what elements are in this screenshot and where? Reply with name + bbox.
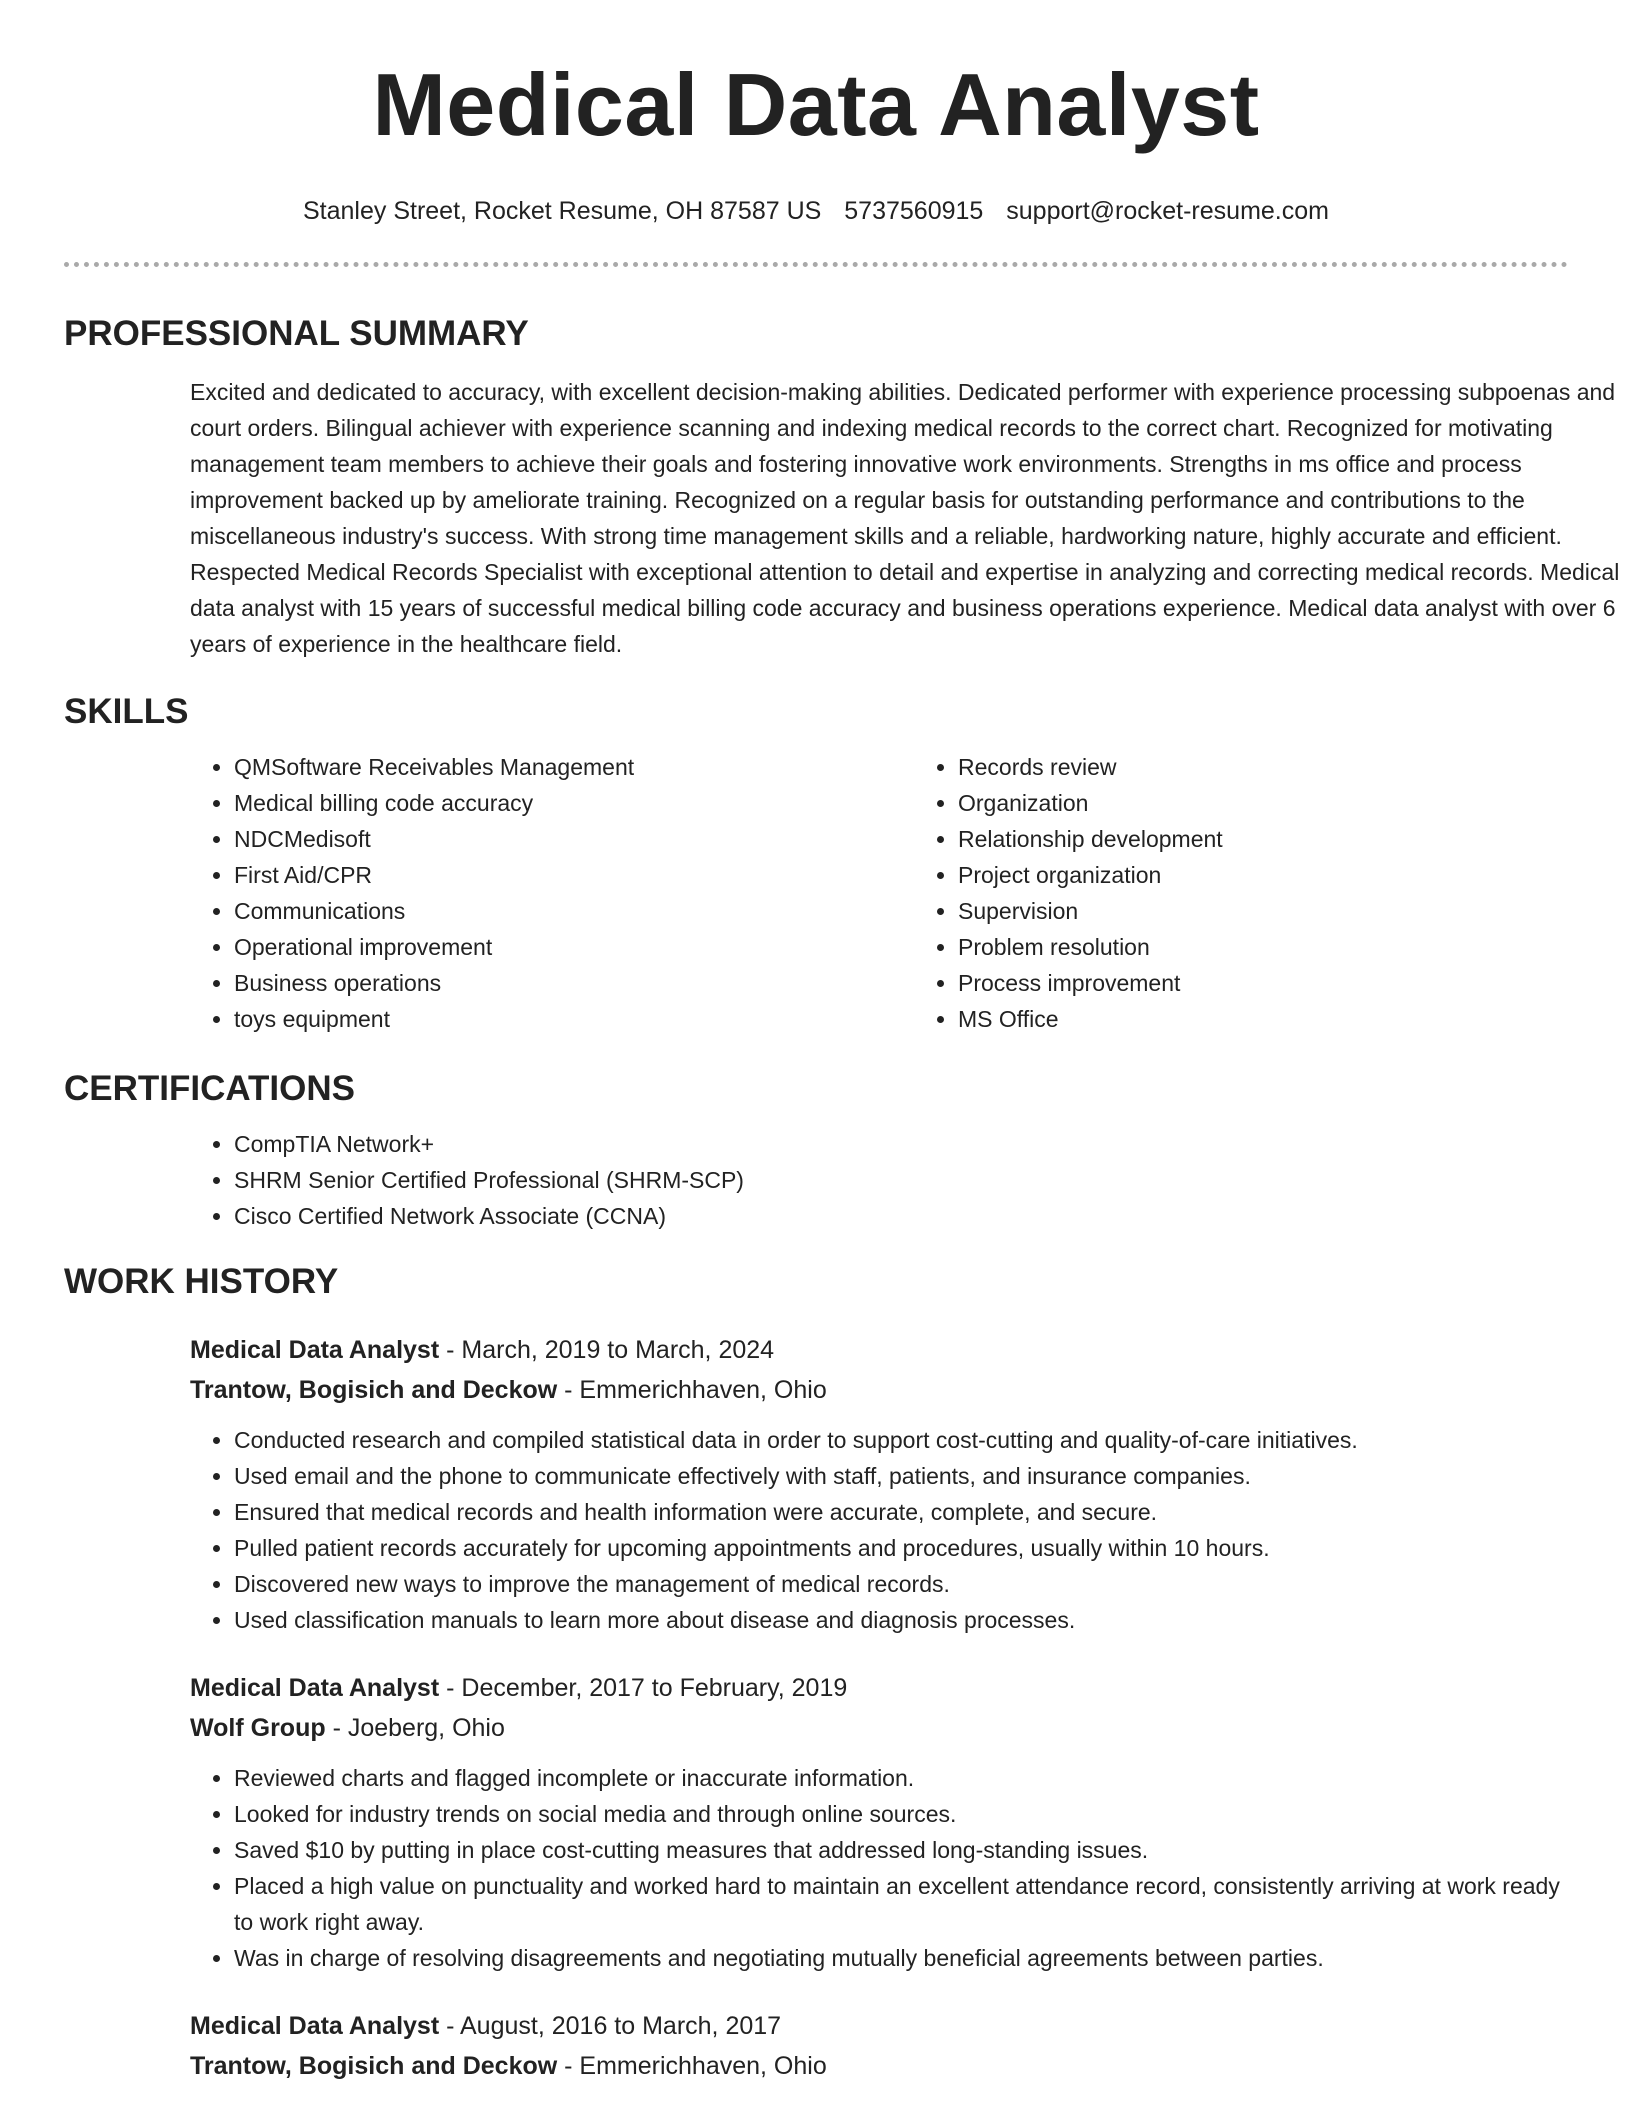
skill-item: • NDCMedisoft [234,821,914,857]
job-bullet: • Placed a high value on punctuality and worked hard to maintain an excellent attendance record, consistently arriving at work ready to work right away. [234,1868,1568,1940]
skills-list-left [190,749,914,1037]
job-bullet: • Used classification manuals to learn more about disease and diagnosis processes. [234,1602,1568,1638]
job-bullet: • Pulled patient records accurately for upcoming appointments and procedures, usually within 10 hours. [234,1530,1568,1566]
job-title: Medical Data Analyst [190,1674,440,1702]
certifications-section [64,1067,1568,1234]
job-bullet: • Discovered new ways to improve the management of medical records. [234,1566,1568,1602]
work-history-heading: WORK HISTORY [64,1262,339,1301]
skill-item: • MS Office [958,1001,1223,1037]
skill-item: • Business operations [234,965,914,1001]
skill-item: • Relationship development [958,821,1223,857]
job-bullets [190,1760,1568,1976]
job-company: Wolf Group [190,1714,326,1742]
job-location: - Emmerichhaven, Ohio [557,2052,827,2080]
skill-item: • toys equipment [234,1001,914,1037]
certifications-heading: CERTIFICATIONS [64,1069,356,1108]
skill-item: • Medical billing code accuracy [234,785,914,821]
skill-item: • First Aid/CPR [234,857,914,893]
job-dates: - August, 2016 to March, 2017 [439,2012,782,2040]
skill-item: • QMSoftware Receivables Management [234,749,914,785]
summary-heading: PROFESSIONAL SUMMARY [64,314,529,353]
contact-email: support@rocket-resume.com [1006,197,1329,225]
job-entry [190,2006,1568,2086]
skill-item: • Organization [958,785,1223,821]
skill-item: • Project organization [958,857,1223,893]
skill-item: • Communications [234,893,914,929]
contact-phone: 5737560915 [844,197,984,225]
job-bullets [190,1422,1568,1638]
job-bullet: • Saved $10 by putting in place cost-cutting measures that addressed long-standing issues. [234,1832,1568,1868]
job-bullet: • Ensured that medical records and health information were accurate, complete, and secure. [234,1494,1568,1530]
job-title-line [190,1668,1568,1708]
job-dates: - December, 2017 to February, 2019 [439,1674,848,1702]
job-title-line [190,2006,1568,2046]
job-location: - Joeberg, Ohio [325,1714,505,1742]
skills-columns [190,749,1568,1037]
job-entry [190,1330,1568,1638]
skill-item: • Operational improvement [234,929,914,965]
job-bullet: • Conducted research and compiled statistical data in order to support cost-cutting and quality-of-care initiatives. [234,1422,1568,1458]
certifications-list [190,1126,1568,1234]
work-history-section [64,1260,1568,2086]
contact-line [64,194,1568,228]
job-title-line [190,1330,1568,1370]
certification-item: • CompTIA Network+ [234,1126,1568,1162]
job-company: Trantow, Bogisich and Deckow [190,2052,558,2080]
skills-list-right [914,749,1223,1037]
skill-item: • Supervision [958,893,1223,929]
job-location: - Emmerichhaven, Ohio [557,1376,827,1404]
job-company: Trantow, Bogisich and Deckow [190,1376,558,1404]
header-divider [64,262,1568,267]
job-entry [190,1668,1568,1976]
job-title: Medical Data Analyst [190,2012,440,2040]
job-company-line [190,1370,1568,1410]
contact-address: Stanley Street, Rocket Resume, OH 87587 US [303,197,822,225]
skill-item: • Process improvement [958,965,1223,1001]
summary-section [64,312,1620,662]
skill-item: • Problem resolution [958,929,1223,965]
job-company-line [190,2046,1568,2086]
skill-item: • Records review [958,749,1223,785]
job-bullet: • Used email and the phone to communicate effectively with staff, patients, and insurance companies. [234,1458,1568,1494]
job-title: Medical Data Analyst [190,1336,440,1364]
job-dates: - March, 2019 to March, 2024 [439,1336,775,1364]
resume-name: Medical Data Analyst [372,55,1260,154]
certifications-wrap [190,1126,1568,1234]
job-bullet: • Looked for industry trends on social media and through online sources. [234,1796,1568,1832]
skills-section [64,690,1568,1037]
job-bullet: • Was in charge of resolving disagreements and negotiating mutually beneficial agreements between parties. [234,1940,1568,1976]
certification-item: • Cisco Certified Network Associate (CCNA) [234,1198,1568,1234]
job-company-line [190,1708,1568,1748]
summary-text: Excited and dedicated to accuracy, with excellent decision-making abilities. Dedicated performer with experience processing subpoenas and court orders. Bilingual achiever with experience scanning and indexing medical records to the correct chart. Recognized for motivating management team members to achieve their goals and fostering innovative work environments. Strengths in ms office and process improvement backed up by ameliorate training. Recognized on a regular basis for outstanding performance and contributions to the miscellaneous industry's success. With strong time management skills and a reliable, hardworking nature, highly accurate and efficient. Respected Medical Records Specialist with exceptional attention to detail and expertise in analyzing and correcting medical records. Medical data analyst with 15 years of successful medical billing code accuracy and business operations experience. Medical data analyst with over 6 years of experience in the healthcare field. [190,379,1620,657]
job-bullet: • Reviewed charts and flagged incomplete or inaccurate information. [234,1760,1568,1796]
certification-item: • SHRM Senior Certified Professional (SHRM-SCP) [234,1162,1568,1198]
skills-heading: SKILLS [64,692,189,731]
